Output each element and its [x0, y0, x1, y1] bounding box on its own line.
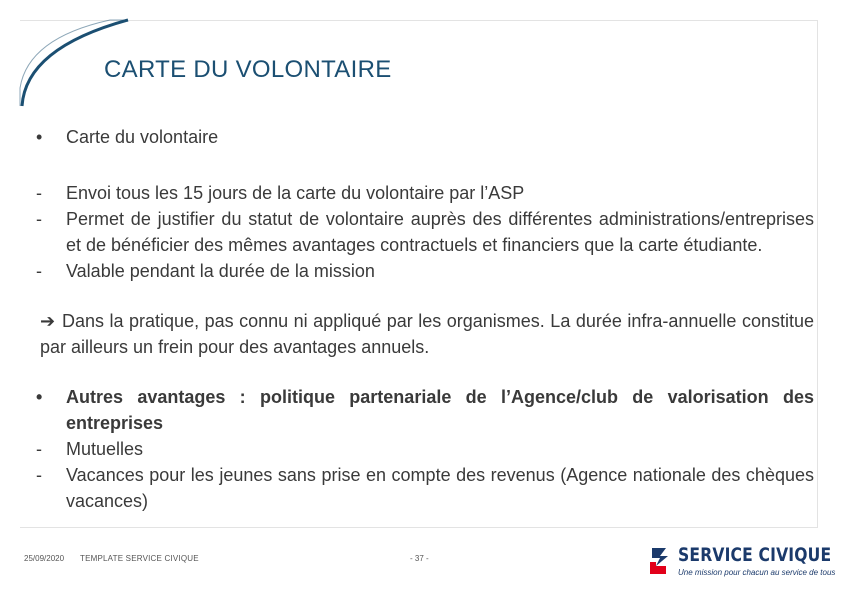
- conclusion-paragraph: [36, 308, 814, 360]
- list-item: [36, 258, 814, 284]
- bullet-heading-text: Carte du volontaire: [66, 127, 219, 147]
- list-item: [36, 462, 814, 514]
- list-item-text: Envoi tous les 15 jours de la carte du volontaire par l’ASP: [66, 183, 525, 203]
- list-item: [36, 180, 814, 206]
- conclusion-text: Dans la pratique, pas connu ni appliqué par les organismes. La durée infra-annuelle constitue par ailleurs un frein pour des avantages annuels.: [40, 311, 814, 357]
- dash-mark: -: [36, 439, 42, 459]
- service-civique-logo: [648, 544, 836, 580]
- page-number: - 37 -: [410, 554, 429, 563]
- dash-mark: -: [36, 209, 42, 229]
- bullet-heading-text: Autres avantages : politique partenariale de l’Agence/club de valorisation des entreprises: [66, 387, 814, 433]
- bullet-heading: [36, 124, 814, 150]
- dash-mark: -: [36, 183, 42, 203]
- footer-template-label: TEMPLATE SERVICE CIVIQUE: [80, 554, 199, 563]
- dash-mark: -: [36, 465, 42, 485]
- list-item-text: Vacances pour les jeunes sans prise en compte des revenus (Agence nationale des chèques vacances): [66, 465, 814, 511]
- slide-content: [36, 124, 814, 514]
- logo-tagline: Une mission pour chacun au service de tous: [678, 568, 836, 577]
- logo-name: SERVICE CIVIQUE: [678, 544, 832, 566]
- footer-date: 25/09/2020: [24, 554, 65, 563]
- dash-mark: -: [36, 261, 42, 281]
- page-title: CARTE DU VOLONTAIRE: [104, 56, 392, 83]
- bullet-heading: [36, 384, 814, 436]
- list-item-text: Valable pendant la durée de la mission: [66, 261, 375, 281]
- logo-mark-icon: [648, 546, 670, 576]
- arrow-right-icon: ➔: [40, 311, 56, 331]
- list-item-text: Permet de justifier du statut de volontaire auprès des différentes administrations/entreprises et de bénéficier des mêmes avantages contractuels et financiers que la carte étudiante.: [66, 209, 814, 255]
- list-item-text: Mutuelles: [66, 439, 144, 459]
- list-item: [36, 436, 814, 462]
- list-item: [36, 206, 814, 258]
- bullet-mark: •: [36, 127, 43, 147]
- bullet-mark: •: [36, 387, 43, 407]
